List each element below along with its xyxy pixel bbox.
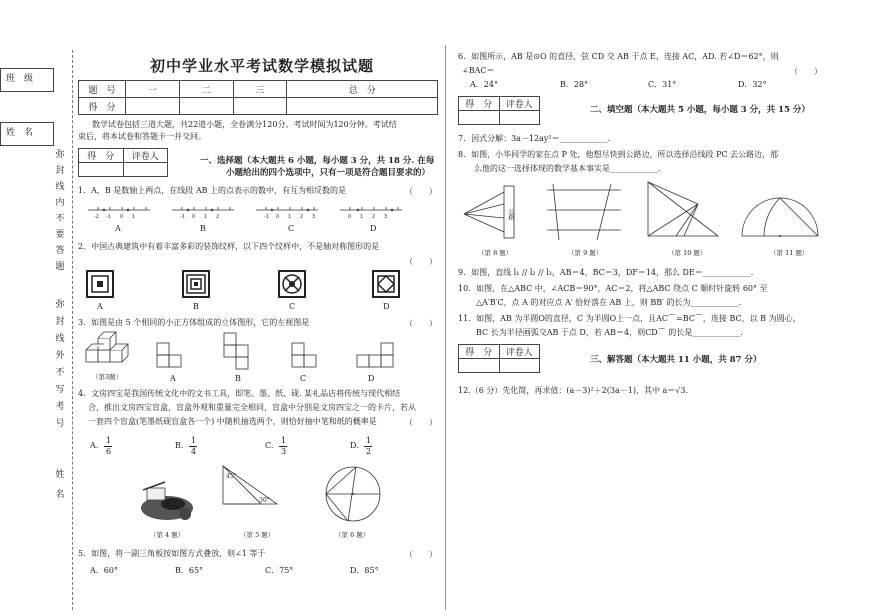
section3-title: 三、解答题（本大题共 11 小题，共 87 分） <box>590 355 762 365</box>
q2-option-b: B <box>193 302 199 311</box>
fig5-triangles <box>215 462 285 522</box>
q12-text: 12.（6 分）先化简，再求值：(a－3)²＋2(3a－1)，其中 a＝√3. <box>458 386 688 395</box>
q2-text: 2．中国古典建筑中有着丰富多彩的装饰纹样，以下四个纹样中，不是轴对称图形的是 <box>78 242 380 251</box>
score-table: 题 号 一 二 三 总 分 得 分 <box>78 80 438 115</box>
q3-option-d: D <box>368 374 375 383</box>
q10-line-1: 10．如图，在△ABC 中，∠ACB＝90°，AC＝2，将△ABC 绕点 C 顺时针旋转 60° 至 <box>458 284 768 293</box>
fig10-caption: （第 10 题） <box>668 249 707 257</box>
svg-text:45°: 45° <box>226 473 237 480</box>
q5-option-b: B．65° <box>175 566 204 575</box>
fig6-circle <box>318 462 388 524</box>
class-label: 班 级 <box>6 74 34 84</box>
grader-box-2: 得 分 评卷人 <box>458 96 540 125</box>
seal-dashed-line <box>72 50 73 610</box>
fig10-rotated-triangle <box>640 178 725 244</box>
svg-text:0: 0 <box>120 214 124 220</box>
q5-option-d: D．85° <box>350 566 379 575</box>
q7-text: 7．因式分解：3a－12ay²＝____________. <box>458 134 611 143</box>
fig11-caption: （第 11 题） <box>770 249 809 257</box>
svg-text:-1: -1 <box>106 214 111 220</box>
q1-option-a: A <box>115 224 121 233</box>
q1-option-b: B <box>200 224 206 233</box>
svg-text:0: 0 <box>348 214 352 220</box>
q8-line-2: 么他的这一选择体现的数学基本事实是____________. <box>474 164 661 173</box>
svg-text:-1: -1 <box>264 214 269 220</box>
q4-line-1: 4．文房四宝是我国传统文化中的文书工具，即笔、墨、纸、砚. 某礼品店将传统与现代相结 <box>78 389 401 398</box>
q3-view-d <box>355 340 395 370</box>
fig11-semicircle <box>738 190 824 240</box>
q6-option-d: D．32° <box>738 80 767 89</box>
q6-option-b: B．28° <box>560 80 589 89</box>
q2-paren: （ ） <box>405 257 437 266</box>
intro-line-1: 数学试卷包括三道大题，共22道小题，全卷满分120分。考试时间为120分钟。考试结 <box>92 120 397 129</box>
fig8-caption: （第 8 题） <box>478 249 513 257</box>
page-divider <box>445 45 446 610</box>
q2-pattern-b <box>182 270 210 298</box>
section1-title-2: 小题给出的四个选项中，只有一项是符合题目要求的） <box>226 168 431 178</box>
grader-box-3: 得 分 评卷人 <box>458 344 540 373</box>
q3-option-a: A <box>170 374 176 383</box>
svg-text:2: 2 <box>300 214 304 220</box>
q2-pattern-c <box>278 270 306 298</box>
q6-paren: （ ） <box>790 67 822 76</box>
fig8-road <box>458 182 528 244</box>
q8-line-1: 8．如图，小华同学的家在点 P 处，他想尽快到公路边，所以选择沿线段 PC 去公路边，那 <box>458 150 779 159</box>
q3-paren: （ ） <box>405 319 437 328</box>
svg-text:1: 1 <box>360 214 364 220</box>
svg-text:0: 0 <box>276 214 280 220</box>
name-label: 姓 名 <box>6 128 34 138</box>
svg-text:30°: 30° <box>259 497 270 504</box>
q5-option-a: A．60° <box>90 566 118 575</box>
q4-paren: （ ） <box>405 418 437 427</box>
seal-line-inner: 弥 封 线 内 不 要 答 题 <box>55 150 65 272</box>
q4-line-2: 合，推出文房四宝盲盒，盲盒外观和重量完全相同，盲盒中分别是文房四宝之一的卡片，若从 <box>88 403 416 412</box>
q3-text: 3．如图是由 5 个相同的小正方体组成的立体图形，它的左视图是 <box>78 318 310 327</box>
intro-line-2: 束后，将本试卷和答题卡一并交回。 <box>78 132 206 141</box>
q5-option-c: C．75° <box>265 566 294 575</box>
fig8-road-label: 公路 <box>506 208 514 220</box>
q6-option-c: C．31° <box>648 80 677 89</box>
section1-title-1: 一、选择题（本大题共 6 小题，每小题 3 分，共 18 分. 在每 <box>200 156 435 166</box>
svg-text:3: 3 <box>312 214 316 220</box>
q3-view-c <box>290 340 330 370</box>
fig4-blindbox-photo <box>135 478 200 528</box>
svg-text:-2: -2 <box>94 214 99 220</box>
svg-text:-1: -1 <box>180 214 185 220</box>
fig9-parallel-lines <box>545 182 625 244</box>
q3-fig-caption: （第3题） <box>92 373 123 381</box>
section2-title: 二、填空题（本大题共 5 小题，每小题 3 分，共 15 分） <box>590 105 810 115</box>
seal-line-outer: 弥 封 线 外 不 写 考 号 <box>55 300 65 429</box>
q1-option-c: C <box>288 224 295 233</box>
q1-option-d: D <box>370 224 377 233</box>
q6-option-a: A．24° <box>470 80 498 89</box>
q2-pattern-a <box>86 270 114 298</box>
q5-paren: （ ） <box>405 550 437 559</box>
fig9-caption: （第 9 题） <box>568 249 603 257</box>
svg-text:1: 1 <box>204 214 208 220</box>
q2-option-a: A <box>97 302 103 311</box>
svg-text:1: 1 <box>288 214 292 220</box>
q2-option-c: C <box>289 302 296 311</box>
svg-text:1: 1 <box>132 214 136 220</box>
q3-view-a <box>155 340 195 370</box>
q2-option-d: D <box>383 302 390 311</box>
svg-text:2: 2 <box>216 214 220 220</box>
q6-line-1: 6．如图所示，AB 是⊙O 的直径，弦 CD 交 AB 于点 E，连接 AC，AD. 若∠D＝62°，则 <box>458 52 779 61</box>
q1-paren: （ ） <box>405 187 437 196</box>
svg-text:0: 0 <box>192 214 196 220</box>
q3-option-b: B <box>235 374 241 383</box>
svg-text:3: 3 <box>384 214 388 220</box>
name-bottom: 姓 名 <box>55 470 65 500</box>
q3-cube-figure <box>84 330 134 370</box>
q6-line-2: ∠BAC＝ <box>462 66 495 75</box>
q3-option-c: C <box>300 374 307 383</box>
q1-text: 1．A，B 是数轴上两点，在线段 AB 上的点表示的数中，有互为相反数的是 <box>78 186 347 195</box>
q5-text: 5．如图，将一副三角板按如图方式叠放，则∠1 等于 <box>78 549 266 558</box>
q2-pattern-d <box>372 270 400 298</box>
exam-title: 初中学业水平考试数学模拟试题 <box>150 57 375 75</box>
q9-text: 9．如图，直线 l₁ // l₂ // l₃，AB＝4，BC＝3，DF＝14，那么 DE＝____________. <box>458 268 754 277</box>
fig4-caption: （第 4 题） <box>150 531 185 539</box>
grader-box-1: 得 分 评卷人 <box>78 148 168 177</box>
q11-line-1: 11．如图，AB 为半圆O的直径，C 为半圆O上一点，且AC⌒=BC⌒，连接 BC，以 B 为圆心， <box>458 314 801 323</box>
svg-text:2: 2 <box>372 214 376 220</box>
q4-line-3: 一套四个盲盒(笔墨纸砚盲盒各一个) 中随机抽选两个，则恰好抽中笔和纸的概率是 <box>88 417 377 426</box>
q11-line-2: BC 长为半径画弧交AB 于点 D，若 AB＝4，则CD⌒ 的长是____________. <box>476 328 743 337</box>
fig6-caption: （第 6 题） <box>335 531 370 539</box>
q10-line-2: △A′B′C，点 A 的对应点 A′ 恰好落在 AB 上，则 BB′ 的长为____________. <box>476 298 742 307</box>
q1-number-lines <box>88 200 408 220</box>
fig5-caption: （第 5 题） <box>240 531 275 539</box>
q3-view-b <box>222 330 262 370</box>
